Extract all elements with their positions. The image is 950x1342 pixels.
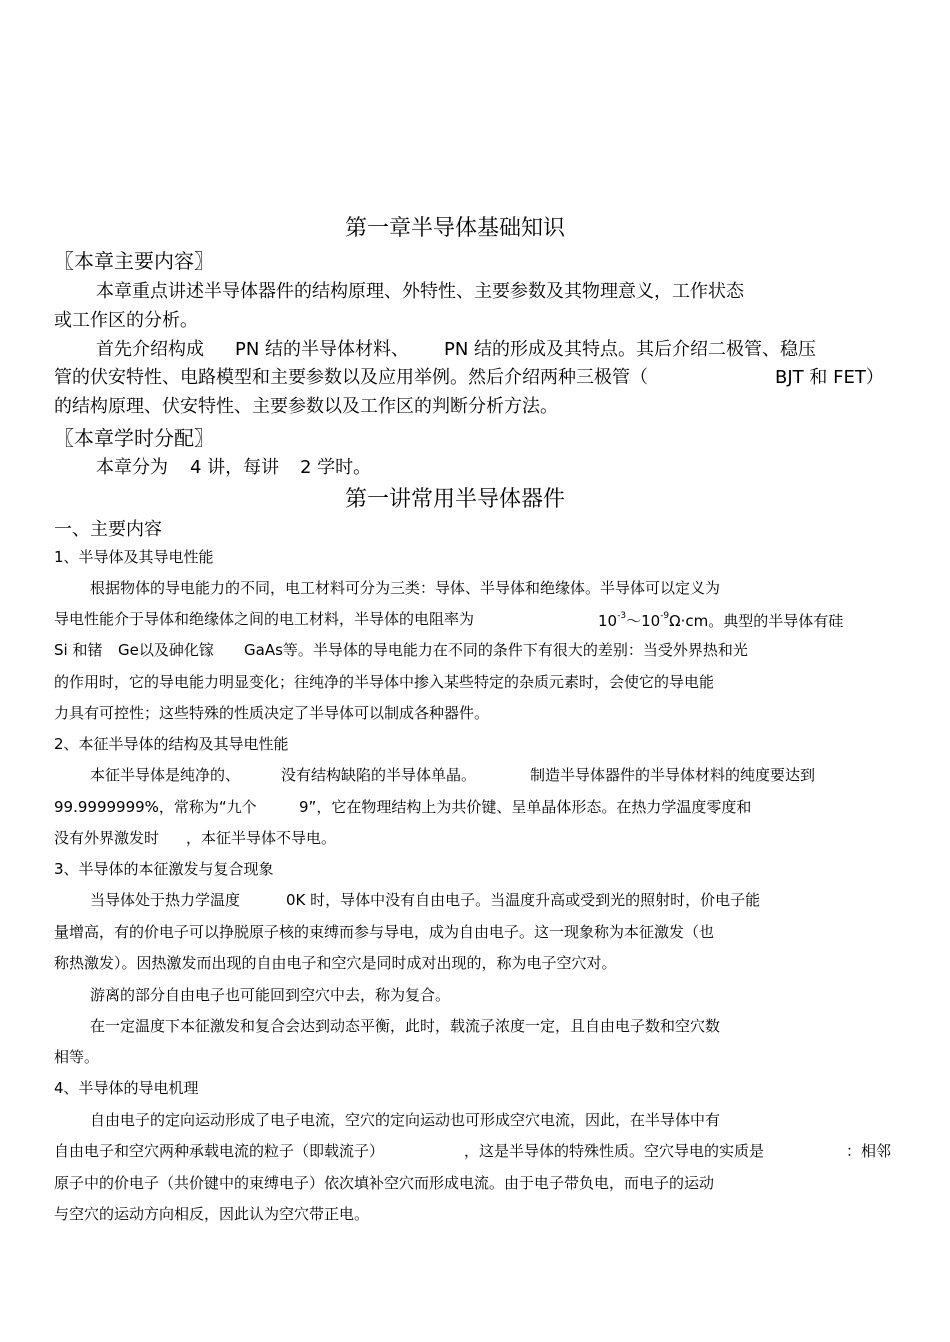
paragraph-line: 自由电子的定向运动形成了电子电流，空穴的定向运动也可形成空穴电流，因此，在半导体中有 [90,1111,721,1129]
main-content-line: 或工作区的分析。 [54,310,198,331]
hours-text: 本章分为 [96,457,168,478]
main-content-line: PN 结的形成及其特点。其后介绍二极管、稳压 [444,339,817,360]
paragraph-line: 游离的部分自由电子也可能回到空穴中去，称为复合。 [90,986,451,1004]
paragraph-line: Ge以及砷化镓 [118,641,214,659]
paragraph-line: 量增高，有的价电子可以挣脱原子核的束缚而参与导电，成为自由电子。这一现象称为本征激发（也 [54,923,715,941]
resistivity-exponent: -9 [660,611,670,621]
paragraph-line: 原子中的价电子（共价键中的束缚电子）依次填补空穴而形成电流。由于电子带负电，而电子的运动 [54,1174,715,1192]
main-content-line: 本章重点讲述半导体器件的结构原理、外特性、主要参数及其物理意义，工作状态 [96,281,744,302]
main-content-line: BJT 和 FET） [775,367,884,388]
resistivity-range [598,612,843,629]
hours-text: 4 讲，每讲 [190,457,280,478]
main-content-line: PN 结的半导体材料、 [235,339,410,360]
paragraph-line: 力具有可控性；这些特殊的性质决定了半导体可以制成各种器件。 [54,704,490,722]
subsection-heading: 3、半导体的本征激发与复合现象 [54,860,274,878]
hours-heading: 〖本章学时分配〗 [54,426,214,450]
paragraph-line: 称热激发）。因热激发而出现的自由电子和空穴是同时成对出现的，称为电子空穴对。 [54,954,617,972]
paragraph-line: 的作用时，它的导电能力明显变化；往纯净的半导体中掺入某些特定的杂质元素时，会使它的导电能 [54,673,715,691]
main-content-line: 首先介绍构成 [96,339,204,360]
resistivity-exponent: -3 [617,611,627,621]
paragraph-line: 制造半导体器件的半导体材料的纯度要达到 [530,766,816,784]
paragraph-line: 根据物体的导电能力的不同，电工材料可分为三类：导体、半导体和绝缘体。半导体可以定义为 [90,579,721,597]
lecture-title: 第一讲常用半导体器件 [345,487,566,512]
subsection-heading: 2、本征半导体的结构及其导电性能 [54,735,289,753]
paragraph-line: 0K 时，导体中没有自由电子。当温度升高或受到光的照射时，价电子能 [286,891,761,909]
resistivity-unit: Ω·cm。典型的半导体有硅 [669,612,844,630]
paragraph-line: 自由电子和空穴两种承载电流的粒子（即载流子） [54,1142,385,1160]
paragraph-line: 相等。 [54,1048,100,1066]
paragraph-line: ，这是半导体的特殊性质。空穴导电的实质是 [464,1142,765,1160]
paragraph-line: 本征半导体是纯净的、 [90,766,241,784]
paragraph-line: GaAs等。半导体的导电能力在不同的条件下有很大的差别：当受外界热和光 [244,641,748,659]
paragraph-line: 没有外界激发时 [54,829,160,847]
main-content-line: 管的伏安特性、电路模型和主要参数以及应用举例。然后介绍两种三极管（ [54,367,648,388]
paragraph-line: ：相邻 [846,1142,892,1160]
paragraph-line: ，本征半导体不导电。 [186,829,337,847]
resistivity-base: 10 [598,612,618,630]
section-heading: 一、主要内容 [54,519,162,540]
hours-text: 2 学时。 [300,457,372,478]
paragraph-line: 9”，它在物理结构上为共价键、呈单晶体形态。在热力学温度零度和 [299,798,752,816]
paragraph-line: 没有结构缺陷的半导体单晶。 [281,766,477,784]
chapter-title: 第一章半导体基础知识 [345,216,566,241]
resistivity-tilde: ～10 [626,612,661,630]
paragraph-line: 与空穴的运动方向相反，因此认为空穴带正电。 [54,1205,370,1223]
subsection-heading: 4、半导体的导电机理 [54,1079,199,1097]
paragraph-line: 在一定温度下本征激发和复合会达到动态平衡，此时，载流子浓度一定，且自由电子数和空穴数 [90,1017,721,1035]
subsection-heading: 1、半导体及其导电性能 [54,548,214,566]
main-content-line: 的结构原理、伏安特性、主要参数以及工作区的判断分析方法。 [54,396,558,417]
paragraph-line: Si 和锗 [54,641,103,659]
paragraph-line: 99.9999999%，常称为“九个 [54,798,257,816]
paragraph-line: 当导体处于热力学温度 [90,891,241,909]
main-content-heading: 〖本章主要内容〗 [54,249,214,273]
paragraph-line: 导电性能介于导体和绝缘体之间的电工材料，半导体的电阻率为 [54,610,475,628]
